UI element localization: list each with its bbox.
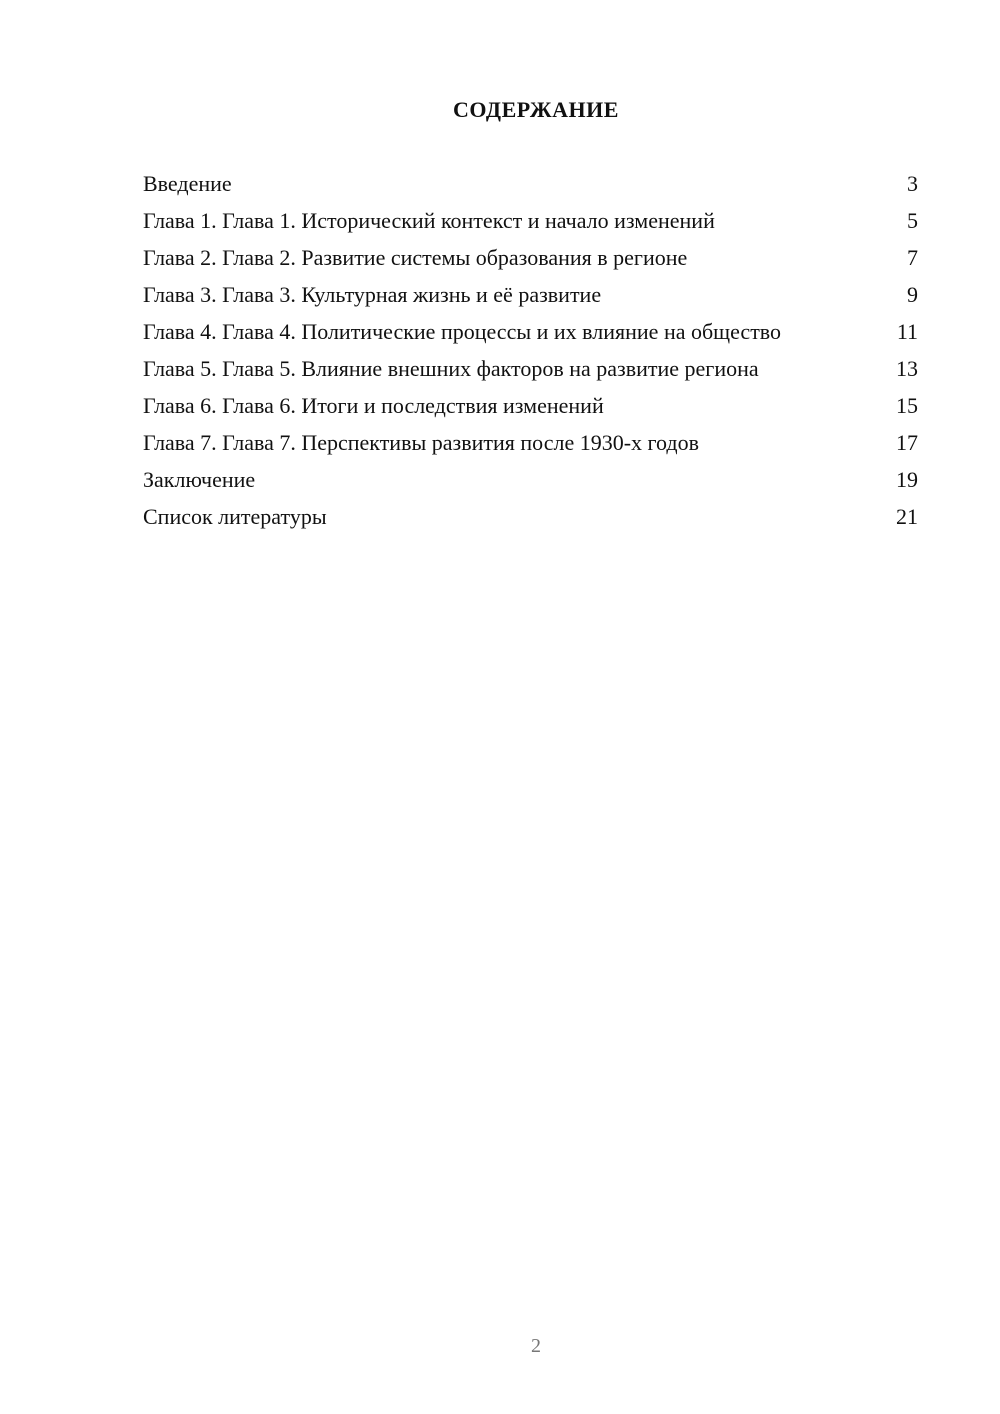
toc-entry-label: Введение — [143, 171, 232, 196]
toc-entry-page: 7 — [907, 245, 918, 270]
toc-entry-chapter-7 — [143, 429, 918, 456]
toc-entry-label: Глава 1. Глава 1. Исторический контекст и начало изменений — [143, 208, 715, 233]
toc-entry-page: 19 — [896, 467, 918, 492]
page-title: СОДЕРЖАНИЕ — [453, 97, 619, 122]
toc-entry-introduction — [143, 170, 918, 197]
toc-entry-label: Глава 6. Глава 6. Итоги и последствия изменений — [143, 393, 604, 418]
toc-entry-bibliography — [143, 503, 918, 530]
toc-entry-page: 9 — [907, 282, 918, 307]
toc-entry-chapter-6 — [143, 392, 918, 419]
toc-entry-chapter-1 — [143, 207, 918, 234]
toc-entry-label: Список литературы — [143, 504, 327, 529]
toc-entry-page: 13 — [896, 356, 918, 381]
toc-entry-page: 11 — [896, 319, 918, 344]
toc-entry-page: 21 — [896, 504, 918, 529]
toc-entry-chapter-3 — [143, 281, 918, 308]
toc-entry-page: 15 — [896, 393, 918, 418]
toc-entry-label: Глава 4. Глава 4. Политические процессы и их влияние на общество — [143, 319, 782, 344]
toc-entry-chapter-5 — [143, 355, 918, 382]
page-number: 2 — [531, 1335, 541, 1357]
toc-entry-page: 5 — [907, 208, 918, 233]
toc-entry-label: Глава 7. Глава 7. Перспективы развития после 1930-х годов — [143, 430, 699, 455]
toc-entry-chapter-4 — [143, 318, 918, 345]
toc-entry-label: Глава 2. Глава 2. Развитие системы образования в регионе — [143, 245, 688, 270]
toc-entry-chapter-2 — [143, 244, 918, 271]
table-of-contents — [143, 170, 918, 540]
toc-entry-label: Глава 3. Глава 3. Культурная жизнь и её развитие — [143, 282, 602, 307]
toc-entry-label: Заключение — [143, 467, 256, 492]
toc-entry-page: 3 — [907, 171, 918, 196]
toc-entry-conclusion — [143, 466, 918, 493]
toc-entry-label: Глава 5. Глава 5. Влияние внешних факторов на развитие региона — [143, 356, 759, 381]
toc-entry-page: 17 — [896, 430, 918, 455]
